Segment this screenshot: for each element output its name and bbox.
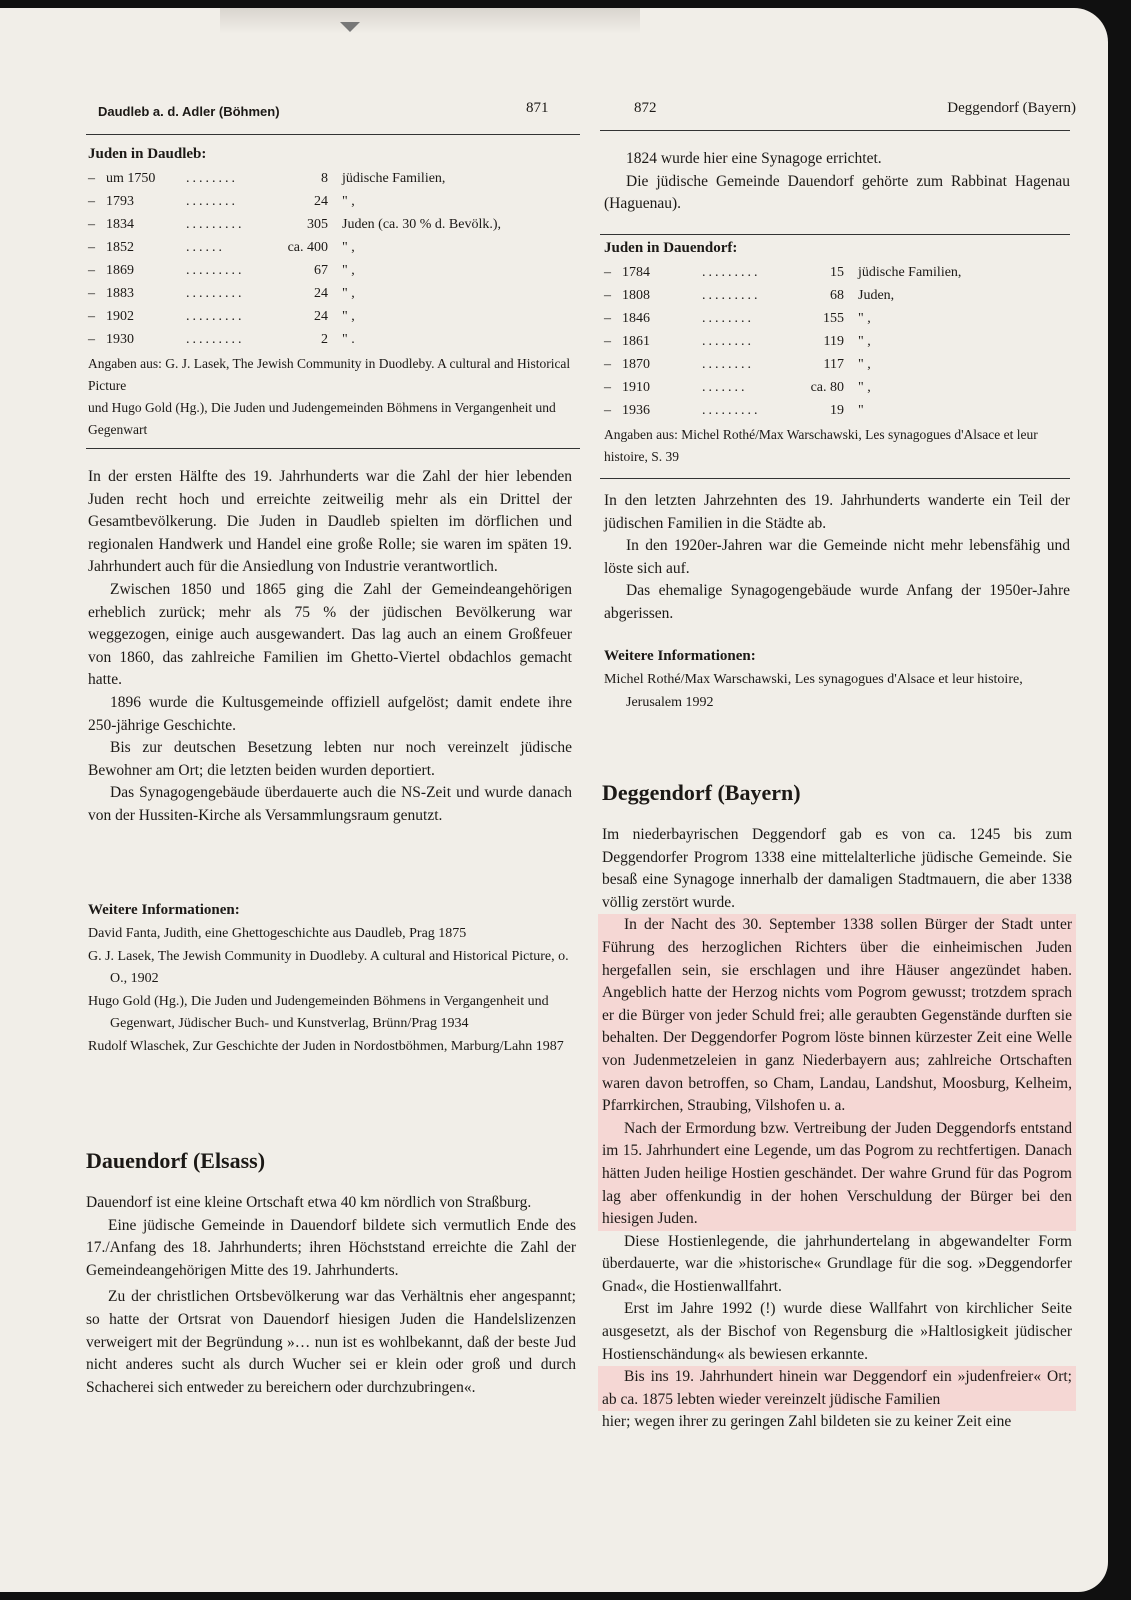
row-year: 1936 <box>622 403 650 418</box>
row-dots: ........ <box>186 171 238 186</box>
paragraph: Diese Hostienlegende, die jahrhundertelang in abgewandelter Form überdauerte, war die »historische« Grundlage für die sog. »Deggendorfer Gnad«, die Hostienwallfahrt. <box>602 1232 1072 1295</box>
table-row <box>604 261 1070 284</box>
row-year: 1793 <box>106 194 134 209</box>
row-dots: ........ <box>702 334 754 349</box>
row-unit: Juden (ca. 30 % d. Bevölk.), <box>342 217 502 232</box>
row-count: 117 <box>823 357 844 372</box>
row-count: 8 <box>321 171 328 186</box>
deggendorf-section <box>602 780 1072 1434</box>
row-dash: – <box>88 332 95 347</box>
more-info-heading: Weitere Informationen: <box>88 902 240 918</box>
paragraph: Die jüdische Gemeinde Dauendorf gehörte zum Rabbinat Hagenau (Haguenau). <box>604 172 1070 213</box>
row-year: 1846 <box>622 311 650 326</box>
page-number-left: 871 <box>526 100 549 116</box>
table-row <box>604 353 1070 376</box>
row-dash: – <box>88 240 95 255</box>
highlighted-passage <box>598 914 1076 1230</box>
reference-item: Hugo Gold (Hg.), Die Juden und Judengemeinden Böhmens in Vergangenheit und Gegenwart, Jüdischer Buch- und Kunstverlag, Brünn/Prag 1934 <box>88 993 549 1031</box>
paragraph: Eine jüdische Gemeinde in Dauendorf bildete sich vermutlich Ende des 17./Anfang des 18. Jahrhunderts; ihren Höchststand erreichte die Zahl der Gemeindeangehörigen Mitte des 19. Jahrhunderts. <box>86 1216 576 1279</box>
header-rule-left <box>86 134 580 135</box>
table-row <box>88 328 578 351</box>
table-row <box>604 307 1070 330</box>
row-dash: – <box>604 403 611 418</box>
row-count: ca. 400 <box>287 240 328 255</box>
row-dots: ......... <box>186 332 245 347</box>
paragraph: In der Nacht des 30. September 1338 sollen Bürger der Stadt unter Führung des herzoglichen Richters über die einheimischen Juden hergefallen sein, sie erschlagen und ihre Häuser angezündet haben. Angeblich hatte der Herzog nichts vom Pogrom gewusst; trotzdem sprach er die Bürger von jeder Schuld frei; alle geraubten Gegenstände durften sie behalten. Der Deggendorfer Pogrom löste binnen kürzester Zeit eine Welle von Judenmetzeleien in ganz Niederbayern aus; zahlreiche Ortschaften waren davon betroffen, so Cham, Landau, Landshut, Moosburg, Kelheim, Pfarrkirchen, Straubing, Vilshofen u. a. <box>602 916 1072 1115</box>
row-dots: ......... <box>186 217 245 232</box>
row-count: 2 <box>321 332 328 347</box>
row-dots: ........ <box>186 194 238 209</box>
row-year: 1784 <box>622 265 650 280</box>
reference-item: Michel Rothé/Max Warschawski, Les synagogues d'Alsace et leur histoire, Jerusalem 1992 <box>604 672 1023 710</box>
row-count: 24 <box>314 286 328 301</box>
paragraph: Das Synagogengebäude überdauerte auch die NS-Zeit und wurde danach von der Hussiten-Kirche als Versammlungsraum genutzt. <box>88 784 572 824</box>
table-row <box>88 236 578 259</box>
row-count: 15 <box>830 265 844 280</box>
row-dash: – <box>604 288 611 303</box>
row-year: 1930 <box>106 332 134 347</box>
paragraph: Bis ins 19. Jahrhundert hinein war Deggendorf ein »judenfreier« Ort; ab ca. 1875 lebten wieder vereinzelt jüdische Familien <box>602 1368 1072 1408</box>
daudleb-text <box>88 466 572 828</box>
paragraph: Zwischen 1850 und 1865 ging die Zahl der Gemeindeangehörigen erheblich zurück; mehr als 75 % der jüdischen Bevölkerung war weggezogen, einige auch ausgewandert. Das lag auch an einem Großfeuer von 1860, das zahlreiche Familien im Ghetto-Viertel obdachlos gemacht hatte. <box>88 580 572 689</box>
row-dash: – <box>604 311 611 326</box>
paragraph: Im niederbayrischen Deggendorf gab es von ca. 1245 bis zum Deggendorfer Progrom 1338 eine mittelalterliche jüdische Gemeinde. Sie besaß eine Synagoge innerhalb der damaligen Stadtmauern, die aber 1338 völlig zerstört wurde. <box>602 826 1072 911</box>
paragraph: hier; wegen ihrer zu geringen Zahl bildeten sie zu keiner Zeit eine <box>602 1413 1012 1431</box>
paragraph: In den 1920er-Jahren war die Gemeinde nicht mehr lebensfähig und löste sich auf. <box>604 537 1070 577</box>
row-count: 24 <box>314 194 328 209</box>
dauendorf-intro <box>604 148 1070 216</box>
paragraph: Bis zur deutschen Besetzung lebten nur noch vereinzelt jüdische Bewohner am Ort; die letzten beiden wurden deportiert. <box>88 739 572 779</box>
reference-item: G. J. Lasek, The Jewish Community in Duodleby. A cultural and Historical Picture, o. O., 1902 <box>88 948 569 986</box>
table-row <box>604 399 1070 422</box>
book-page <box>0 8 1108 1592</box>
table-rule-left <box>86 448 580 449</box>
table-title: Juden in Daudleb: <box>88 146 207 162</box>
page-number-right: 872 <box>634 100 657 116</box>
row-dots: ........ <box>702 311 754 326</box>
row-year: 1910 <box>622 380 650 395</box>
running-header-right: Deggendorf (Bayern) <box>947 100 1076 116</box>
dauendorf-section <box>86 1148 576 1399</box>
row-unit: " . <box>342 332 355 347</box>
row-unit: " <box>858 403 864 418</box>
row-count: ca. 80 <box>810 380 844 395</box>
paragraph: In den letzten Jahrzehnten des 19. Jahrhunderts wanderte ein Teil der jüdischen Familien in die Städte ab. <box>604 492 1070 532</box>
table-rule-top-right <box>600 234 1070 235</box>
row-dash: – <box>604 380 611 395</box>
row-dots: ........ <box>702 357 754 372</box>
row-year: 1834 <box>106 217 134 232</box>
highlighted-passage <box>598 1366 1076 1411</box>
row-unit: " , <box>342 263 355 278</box>
row-year: 1902 <box>106 309 134 324</box>
row-unit: jüdische Familien, <box>342 171 446 186</box>
dauendorf-population-table <box>604 240 1070 468</box>
row-dash: – <box>88 217 95 232</box>
table-row <box>88 167 578 190</box>
row-unit: " , <box>342 286 355 301</box>
row-dots: ......... <box>702 403 761 418</box>
section-heading-dauendorf: Dauendorf (Elsass) <box>86 1148 266 1173</box>
row-dots: ....... <box>702 380 748 395</box>
table-rule-bottom-right <box>600 478 1070 479</box>
row-year: 1808 <box>622 288 650 303</box>
daudleb-references <box>88 902 572 1058</box>
page-crease <box>220 8 640 34</box>
row-dots: ......... <box>186 263 245 278</box>
row-dash: – <box>604 357 611 372</box>
paragraph: Zu der christlichen Ortsbevölkerung war das Verhältnis eher angespannt; so hatte der Ortsrat von Dauendorf hiesigen Juden die Handelslizenzen verweigert mit der Begründung »… nun ist es wohlbekannt, daß der beste Jud nicht anderes sucht als durch Wucher sei er klein oder groß und durch Schacherei sich entweder zu bereichern oder durchzubringen«. <box>86 1288 576 1396</box>
table-row <box>88 282 578 305</box>
paragraph: Dauendorf ist eine kleine Ortschaft etwa 40 km nördlich von Straßburg. <box>86 1194 532 1211</box>
row-unit: " , <box>342 240 355 255</box>
paragraph: In der ersten Hälfte des 19. Jahrhunderts war die Zahl der hier lebenden Juden recht hoch und erreichte zeitweilig mehr als ein Drittel der Gesamtbevölkerung. Die Juden in Daudleb spielten im dörflichen und regionalen Handwerk und Handel eine große Rolle; sie waren im späten 19. Jahrhundert auch für die Ansiedlung von Industrie verantwortlich. <box>88 468 572 576</box>
row-dots: ......... <box>702 288 761 303</box>
row-dash: – <box>88 309 95 324</box>
binding-marker-icon <box>340 22 360 32</box>
table-row <box>88 213 578 236</box>
row-dash: – <box>604 265 611 280</box>
row-unit: Juden, <box>858 288 895 303</box>
row-year: um 1750 <box>106 171 156 186</box>
paragraph: 1896 wurde die Kultusgemeinde offiziell aufgelöst; damit endete ihre 250-jährige Geschichte. <box>88 693 572 734</box>
table-row <box>604 376 1070 399</box>
paragraph: Nach der Ermordung bzw. Vertreibung der Juden Deggendorfs entstand im 15. Jahrhundert eine Legende, um das Pogrom zu rechtfertigen. Danach hätten Juden heilige Hostien geschändet. Der wahre Grund für das Pogrom lag aber offenkundig in der hohen Verschuldung der Bürger bei den hiesigen Juden. <box>602 1119 1072 1228</box>
reference-item: Rudolf Wlaschek, Zur Geschichte der Juden in Nordostböhmen, Marburg/Lahn 1987 <box>88 1038 564 1054</box>
row-count: 67 <box>314 263 328 278</box>
row-dots: ......... <box>186 286 245 301</box>
row-year: 1883 <box>106 286 134 301</box>
daudleb-population-table <box>88 146 578 441</box>
row-unit: " , <box>858 311 871 326</box>
row-year: 1861 <box>622 334 650 349</box>
row-unit: " , <box>858 334 871 349</box>
row-unit: " , <box>342 194 355 209</box>
more-info-heading: Weitere Informationen: <box>604 648 756 664</box>
table-row <box>88 190 578 213</box>
table-title: Juden in Dauendorf: <box>604 240 738 256</box>
table-source-1: Angaben aus: G. J. Lasek, The Jewish Community in Duodleby. A cultural and Historical Picture <box>88 356 571 393</box>
row-year: 1852 <box>106 240 134 255</box>
row-count: 19 <box>830 403 844 418</box>
row-unit: " , <box>858 357 871 372</box>
row-dots: ...... <box>186 240 225 255</box>
row-count: 24 <box>314 309 328 324</box>
table-row <box>604 330 1070 353</box>
table-row <box>88 305 578 328</box>
running-header-left: Daudleb a. d. Adler (Böhmen) <box>98 104 280 119</box>
row-count: 305 <box>307 217 328 232</box>
table-row <box>88 259 578 282</box>
row-count: 68 <box>830 288 844 303</box>
row-dash: – <box>88 171 95 186</box>
row-unit: " , <box>858 380 871 395</box>
table-source-2: und Hugo Gold (Hg.), Die Juden und Judengemeinden Böhmens in Vergangenheit und Gegenwart <box>88 400 556 437</box>
table-source: Angaben aus: Michel Rothé/Max Warschawski, Les synagogues d'Alsace et leur histoire, S. 39 <box>604 427 1038 464</box>
paragraph: Das ehemalige Synagogengebäude wurde Anfang der 1950er-Jahre abgerissen. <box>604 582 1070 622</box>
row-dash: – <box>604 334 611 349</box>
dauendorf-references <box>604 648 1070 714</box>
row-dash: – <box>88 286 95 301</box>
row-dash: – <box>88 194 95 209</box>
row-dots: ......... <box>186 309 245 324</box>
row-year: 1870 <box>622 357 650 372</box>
row-count: 155 <box>823 311 844 326</box>
row-unit: " , <box>342 309 355 324</box>
row-dots: ......... <box>702 265 761 280</box>
header-rule-right <box>600 130 1070 131</box>
row-dash: – <box>88 263 95 278</box>
dauendorf-text <box>604 490 1070 626</box>
section-heading-deggendorf: Deggendorf (Bayern) <box>602 780 801 805</box>
paragraph: Erst im Jahre 1992 (!) wurde diese Wallfahrt von kirchlicher Seite ausgesetzt, als der Bischof von Regensburg die »Haltlosigkeit jüdischer Hostienschändung« als bewiesen erkannte. <box>602 1300 1072 1363</box>
reference-item: David Fanta, Judith, eine Ghettogeschichte aus Daudleb, Prag 1875 <box>88 926 467 941</box>
paragraph: 1824 wurde hier eine Synagoge errichtet. <box>626 150 882 167</box>
row-year: 1869 <box>106 263 134 278</box>
row-unit: jüdische Familien, <box>858 265 962 280</box>
row-count: 119 <box>823 334 844 349</box>
table-row <box>604 284 1070 307</box>
